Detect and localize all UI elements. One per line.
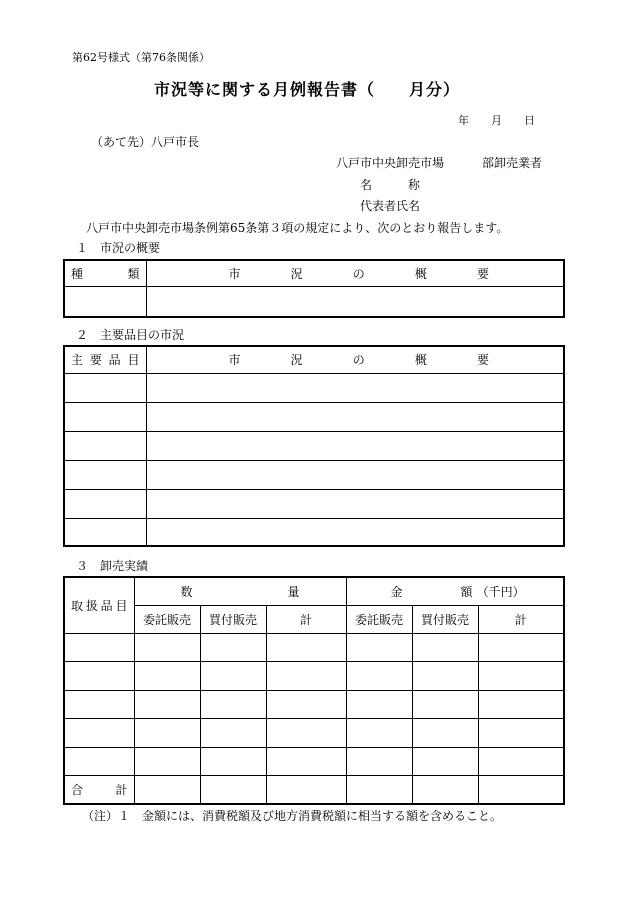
total-cell[interactable] [134,775,200,804]
addressee: （あて先）八戸市長 [91,135,200,149]
item-cell[interactable] [64,431,146,460]
business-type: 部卸売業者 [482,156,543,170]
total-label: 合 計 [64,775,134,804]
item-cell[interactable] [64,489,146,518]
data-cell[interactable] [412,661,478,690]
data-cell[interactable] [134,661,200,690]
amount-unit: （千円） [476,584,525,599]
data-cell[interactable] [412,690,478,718]
header-purchase-amt: 買付販売 [412,605,478,633]
data-cell[interactable] [266,690,346,718]
header-consign-amt: 委託販売 [346,605,412,633]
summary-cell[interactable] [146,460,564,489]
total-cell[interactable] [200,775,266,804]
summary-cell[interactable] [146,518,564,546]
total-cell[interactable] [266,775,346,804]
header-handled-items: 取 扱 品 目 [64,577,134,633]
page-title: 市況等に関する月例報告書（ 月分） [154,80,461,99]
summary-cell[interactable] [146,431,564,460]
header-purchase-qty: 買付販売 [200,605,266,633]
header-quantity: 数 量 [134,577,346,605]
item-cell[interactable] [64,690,134,718]
header-amount: 金 額 （千円） [346,577,564,605]
data-cell[interactable] [346,718,412,747]
data-cell[interactable] [412,747,478,775]
table-row [64,718,564,747]
data-cell[interactable] [266,747,346,775]
name-label: 名 称 [360,178,421,192]
header-total-qty: 計 [266,605,346,633]
intro-text: 八戸市中央卸売市場条例第65条第３項の規定により、次のとおり報告します。 [86,221,509,235]
data-cell[interactable] [478,661,564,690]
item-cell[interactable] [64,718,134,747]
table-row [64,661,564,690]
data-cell[interactable] [200,747,266,775]
item-cell[interactable] [64,373,146,402]
note-text: （注）１ 金額には、消費税額及び地方消費税額に相当する額を含めること。 [82,809,503,823]
data-cell[interactable] [134,633,200,661]
table-row [64,690,564,718]
table-row [64,633,564,661]
form-number: 第62号様式（第76条関係） [72,51,210,64]
data-cell[interactable] [346,690,412,718]
section2-heading: ２ 主要品目の市況 [76,328,185,342]
item-cell[interactable] [64,518,146,546]
total-cell[interactable] [412,775,478,804]
data-cell[interactable] [478,633,564,661]
summary-cell[interactable] [146,402,564,431]
data-cell[interactable] [200,690,266,718]
item-cell[interactable] [64,633,134,661]
data-cell[interactable] [346,747,412,775]
item-cell[interactable] [64,402,146,431]
type-input-cell[interactable] [64,286,146,317]
total-row [64,775,564,804]
section1-heading: １ 市況の概要 [76,241,161,255]
header-main-items: 主 要 品 目 [64,346,146,373]
wholesale-results-table [63,576,565,805]
data-cell[interactable] [478,747,564,775]
data-cell[interactable] [266,718,346,747]
header-total-amt: 計 [478,605,564,633]
market-name: 八戸市中央卸売市場 [336,156,445,170]
data-cell[interactable] [412,633,478,661]
item-cell[interactable] [64,661,134,690]
data-cell[interactable] [134,718,200,747]
total-cell[interactable] [478,775,564,804]
section3-heading: ３ 卸売実績 [76,559,149,573]
data-cell[interactable] [478,690,564,718]
table-row [64,747,564,775]
data-cell[interactable] [134,690,200,718]
header-consign-qty: 委託販売 [134,605,200,633]
data-cell[interactable] [200,718,266,747]
data-cell[interactable] [134,747,200,775]
summary-cell[interactable] [146,489,564,518]
item-cell[interactable] [64,460,146,489]
data-cell[interactable] [478,718,564,747]
summary-input-cell[interactable] [146,286,564,317]
data-cell[interactable] [200,661,266,690]
header-type: 種 類 [64,260,146,286]
data-cell[interactable] [266,633,346,661]
item-cell[interactable] [64,747,134,775]
data-cell[interactable] [346,633,412,661]
data-cell[interactable] [346,661,412,690]
representative-label: 代表者氏名 [360,199,421,213]
summary-cell[interactable] [146,373,564,402]
header-summary: 市 況 の 概 要 [146,346,564,373]
market-summary-table [63,259,565,318]
date-line: 年 月 日 [458,114,535,127]
data-cell[interactable] [412,718,478,747]
main-items-table [63,345,565,547]
header-summary: 市 況 の 概 要 [146,260,564,286]
data-cell[interactable] [200,633,266,661]
data-cell[interactable] [266,661,346,690]
total-cell[interactable] [346,775,412,804]
